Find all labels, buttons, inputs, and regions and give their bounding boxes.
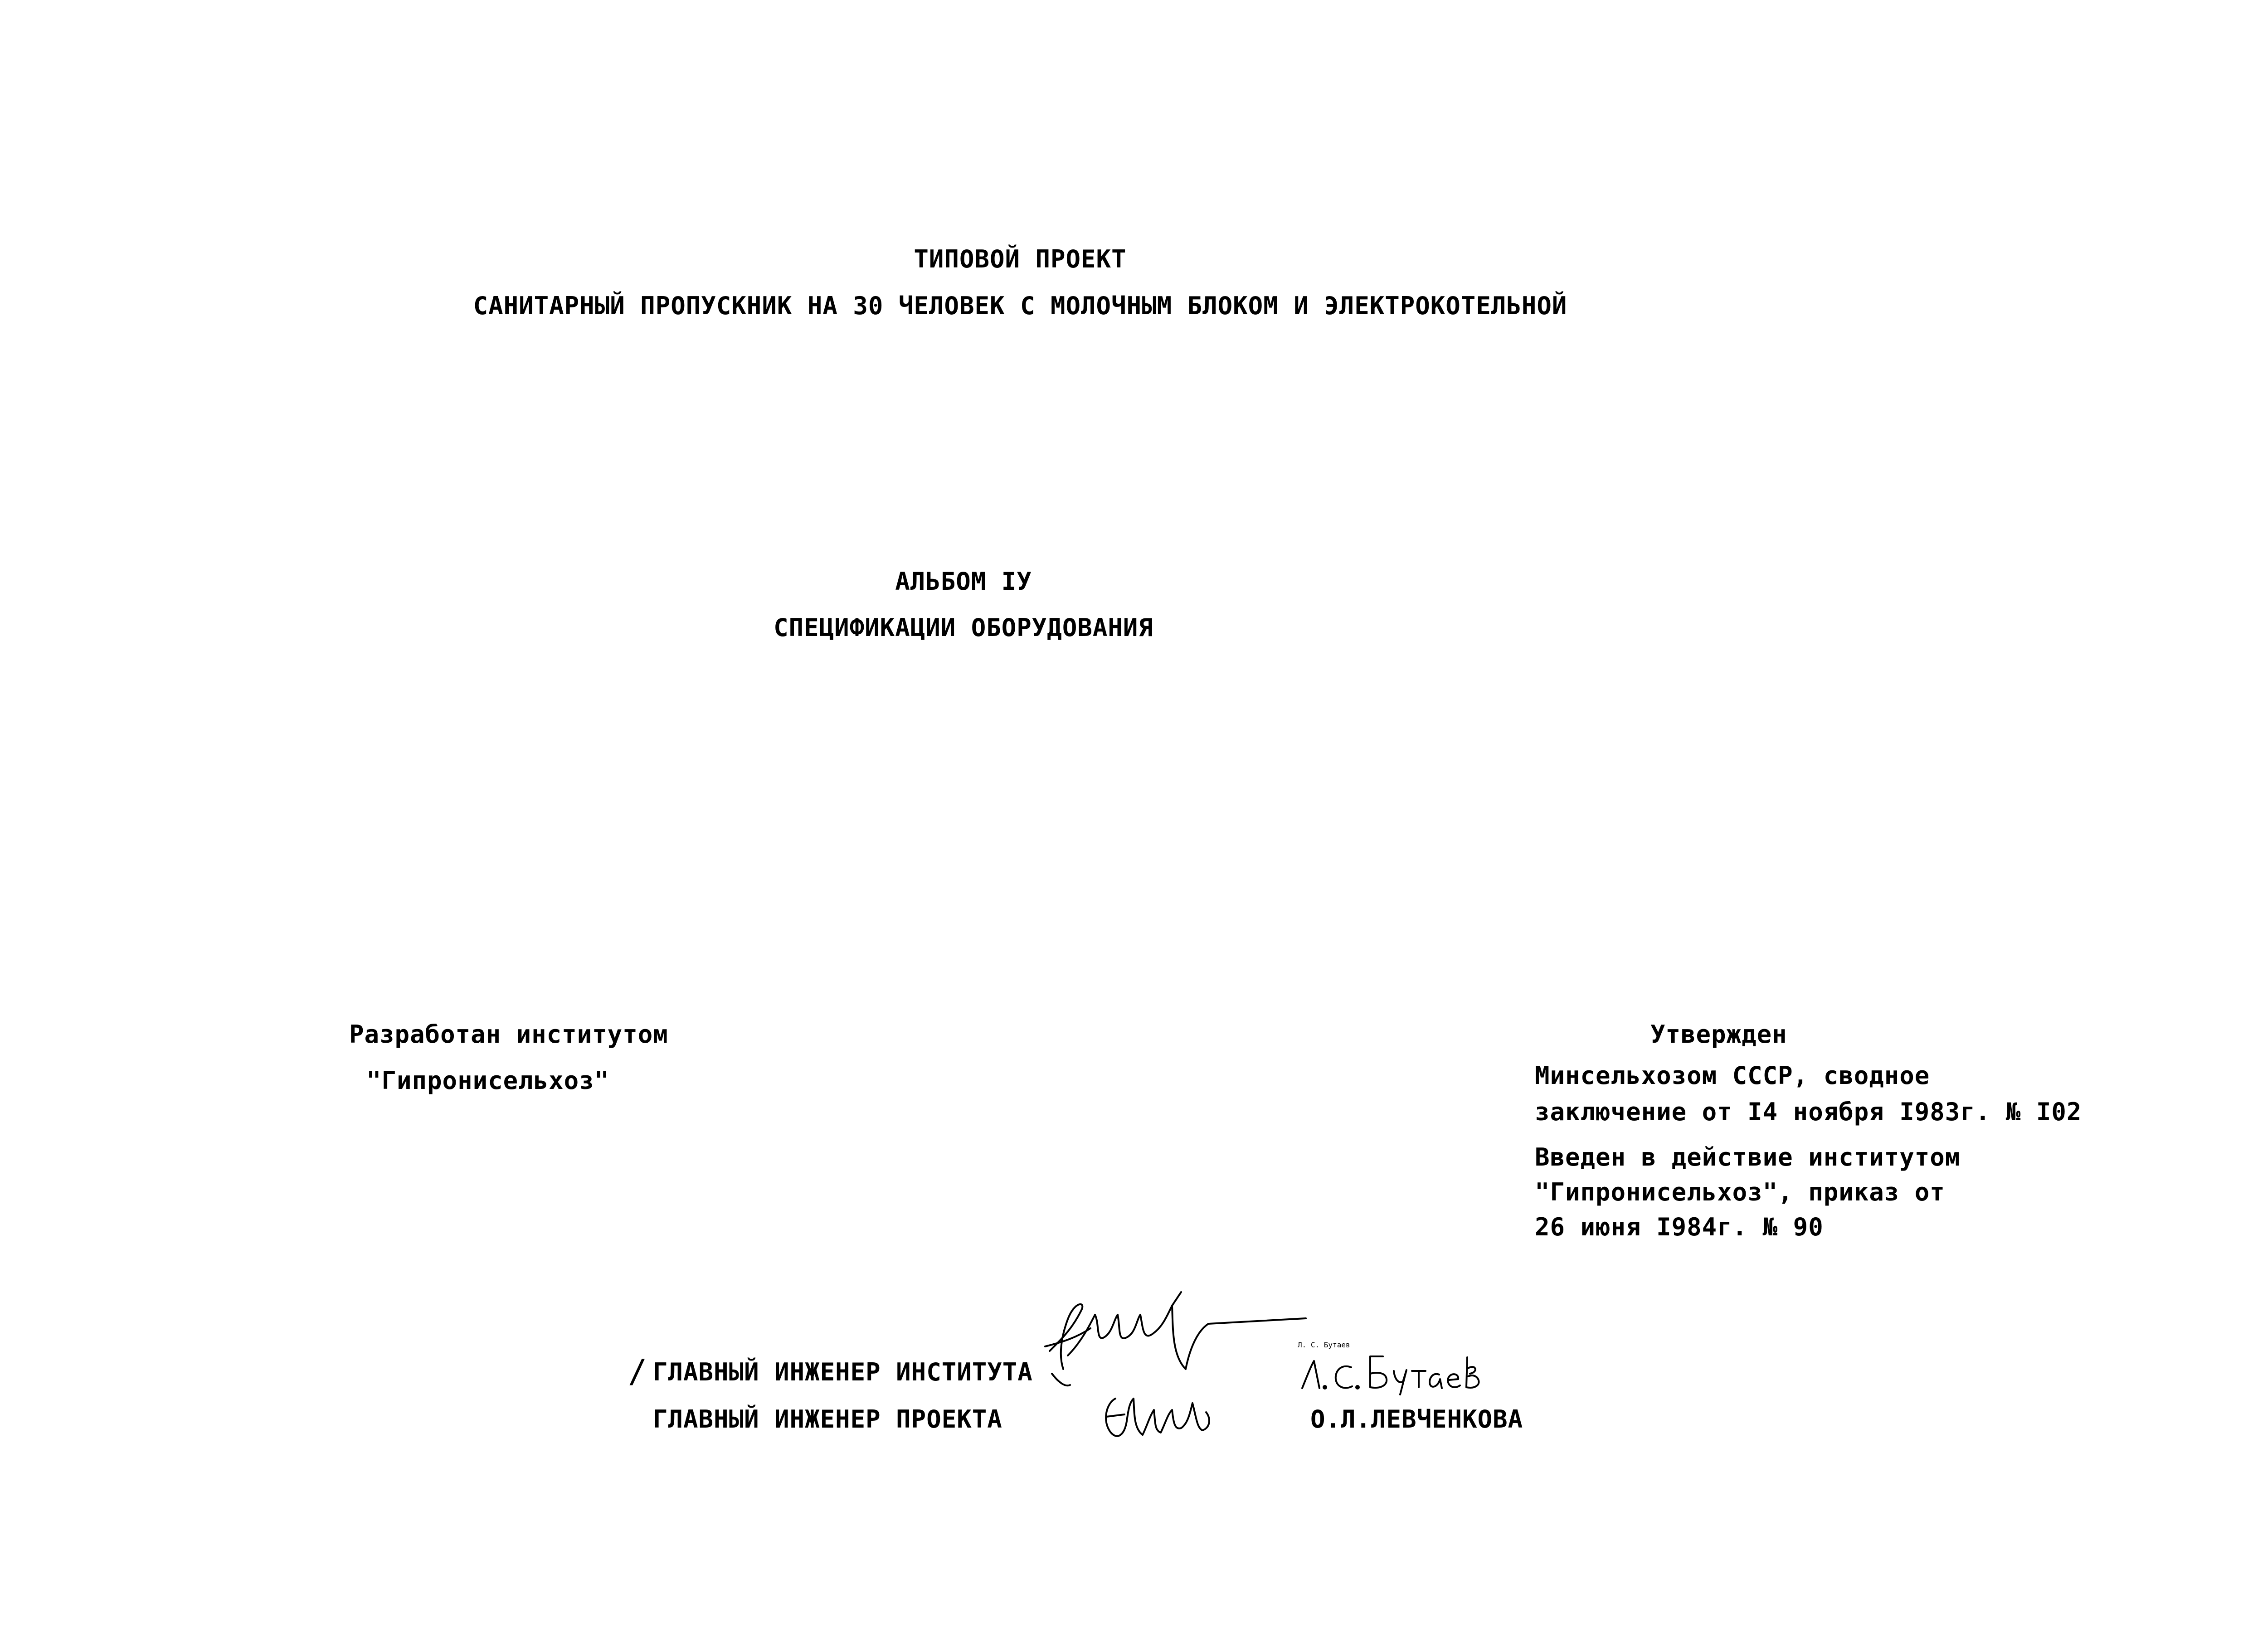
- developer-label: Разработан институтом: [349, 1020, 668, 1049]
- album-title: СПЕЦИФИКАЦИИ ОБОРУДОВАНИЯ: [774, 613, 1153, 642]
- signature-chief-engineer-institute: [1036, 1283, 1308, 1396]
- chief-engineer-project-title: ГЛАВНЫЙ ИНЖЕНЕР ПРОЕКТА: [653, 1405, 1002, 1433]
- approval-line-4: "Гипронисельхоз", приказ от: [1535, 1178, 1945, 1206]
- approval-line-5: 26 июня I984г. № 90: [1535, 1213, 1824, 1241]
- chief-engineer-institute-title: ГЛАВНЫЙ ИНЖЕНЕР ИНСТИТУТА: [653, 1358, 1033, 1386]
- svg-text:Л. С. Бутаев: Л. С. Бутаев: [1298, 1341, 1350, 1349]
- approval-title: Утвержден: [1650, 1020, 1787, 1049]
- margin-mark: /: [628, 1353, 648, 1390]
- approval-line-1: Минсельхозом СССР, сводное: [1535, 1061, 1930, 1090]
- project-title: САНИТАРНЫЙ ПРОПУСКНИК НА 30 ЧЕЛОВЕК С МОЛОЧНЫМ БЛОКОМ И ЭЛЕКТРОКОТЕЛЬНОЙ: [473, 292, 1567, 320]
- signature-chief-engineer-project: [1097, 1385, 1215, 1444]
- project-type-heading: ТИПОВОЙ ПРОЕКТ: [914, 245, 1127, 273]
- chief-engineer-institute-handwritten-name: [1298, 1341, 1488, 1397]
- chief-engineer-project-name: О.Л.ЛЕВЧЕНКОВА: [1310, 1405, 1523, 1433]
- album-number: АЛЬБОМ IУ: [895, 567, 1032, 596]
- approval-line-3: Введен в действие институтом: [1535, 1143, 1961, 1171]
- approval-line-2: заключение от I4 ноября I983г. № I02: [1535, 1098, 2082, 1126]
- developer-institute: "Гипронисельхоз": [366, 1066, 610, 1095]
